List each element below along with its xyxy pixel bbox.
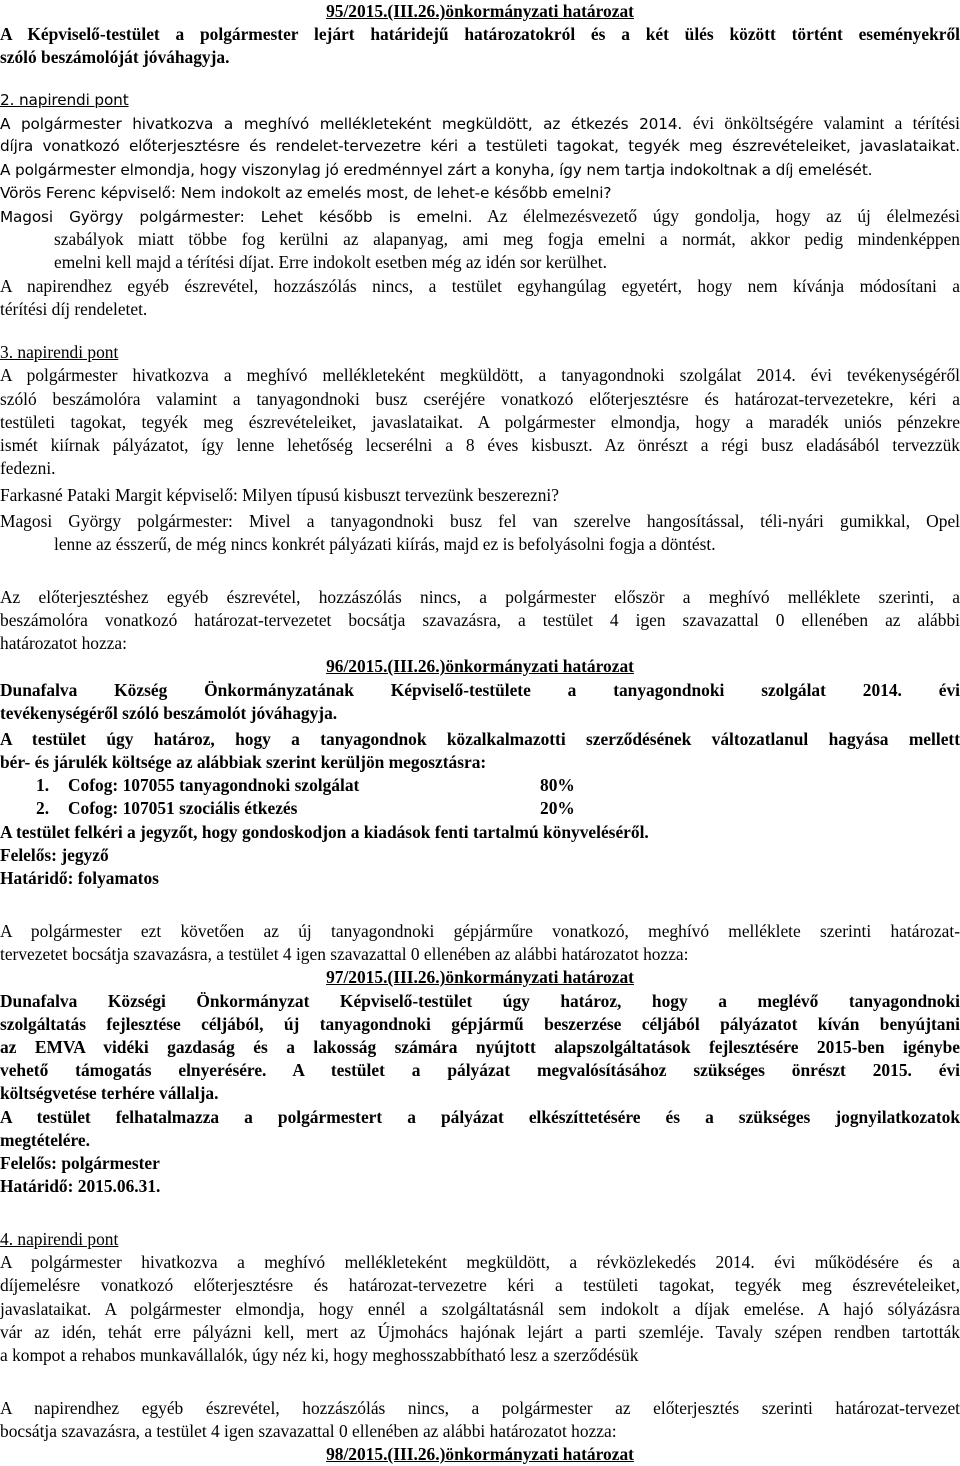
agenda-item-2-text: A polgármester elmondja, hogy viszonylag jó eredménnyel zárt a konyha, így nem tartja indokoltnak a díj emelését. — [0, 161, 873, 179]
agenda-item-4-heading: 4. napirendi pont — [0, 1229, 119, 1249]
agenda-item-2-text-part: Magosi György polgármester: Lehet később is emelni. — [0, 208, 473, 226]
allocation-number: 1. — [36, 775, 50, 795]
resolution-98-title: 98/2015.(III.26.)önkormányzati határozat — [326, 1444, 634, 1464]
vote-text: tervezetet bocsátja szavazásra, a testület 4 igen szavazattal 0 ellenében az alábbi határozatot hozza: — [0, 944, 689, 964]
resolution-97-text: vehető támogatás elnyerésére. A testület a pályázat megvalósításához szükséges önrészt 2015. évi — [0, 1060, 960, 1080]
agenda-item-2-text: A napirendhez egyéb észrevétel, hozzászólás nincs, a testület egyhangúlag egyetért, hogy nem kívánja módosítani a — [0, 276, 960, 296]
resolution-96-title: 96/2015.(III.26.)önkormányzati határozat — [326, 656, 634, 676]
resolution-96-responsible: Felelős: jegyző — [0, 845, 109, 865]
resolution-97-title: 97/2015.(III.26.)önkormányzati határozat — [326, 967, 634, 987]
agenda-item-2-text: emelni kell majd a térítési díjat. Erre indokolt esetben még az idén sor kerülhet. — [54, 252, 607, 272]
agenda-item-3-text: lenne az ésszerű, de még nincs konkrét pályázati kiírás, majd ez is befolyásolni fogja a döntést. — [54, 534, 716, 554]
resolution-97-text: Dunafalva Községi Önkormányzat Képviselő-testület úgy határoz, hogy a meglévő tanyagondnoki — [0, 991, 960, 1011]
agenda-item-4-text: bocsátja szavazásra, a testület 4 igen szavazattal 0 ellenében az alábbi határozatot hozza: — [0, 1421, 617, 1441]
agenda-item-2-text: díjra vonatkozó előterjesztésre és rendelet-tervezetre kéri a testületi tagokat, tegyék meg észrevételeiket, javaslataikat. — [0, 137, 960, 155]
agenda-item-4-text: A polgármester hivatkozva a meghívó mellékleteként megküldött, a révközlekedés 2014. évi működésére és a — [0, 1252, 960, 1272]
agenda-item-4-text: A napirendhez egyéb észrevétel, hozzászólás nincs, a polgármester az előterjesztés szerinti határozat-tervezet — [0, 1398, 960, 1418]
agenda-item-2-text: Vörös Ferenc képviselő: Nem indokolt az emelés most, de lehet-e később emelni? — [0, 184, 612, 202]
resolution-97-responsible: Felelős: polgármester — [0, 1153, 160, 1173]
agenda-item-4-text: a kompot a rehabos munkavállalók, úgy néz ki, hogy meghosszabbítható lesz a szerződésük — [0, 1345, 639, 1365]
agenda-item-3-text: határozatot hozza: — [0, 633, 127, 653]
vote-text: A polgármester ezt követően az új tanyagondnoki gépjárműre vonatkozó, meghívó melléklete szerinti határozat- — [0, 921, 960, 941]
resolution-97-deadline: Határidő: 2015.06.31. — [0, 1176, 161, 1196]
resolution-97-text: az EMVA vidéki gazdaság és a lakosság számára nyújtott alapszolgáltatások fejlesztésére 2015-ben igénybe — [0, 1037, 960, 1057]
resolution-96-text: bér- és járulék költsége az alábbiak szerint kerüljön megosztásra: — [0, 752, 487, 772]
resolution-96-text: tevékenységéről szóló beszámolót jóváhagyja. — [0, 703, 338, 723]
agenda-item-2-text — [0, 112, 960, 136]
resolution-95-text: A Képviselő-testület a polgármester lejárt határidejű határozatokról és a két ülés között történt eseményekről — [0, 24, 960, 44]
resolution-97-text: szolgáltatás fejlesztése céljából, új tanyagondnoki gépjármű beszerzése céljából pályázatot kíván benyújtani — [0, 1014, 960, 1034]
agenda-item-3-text: szóló beszámolóra valamint a tanyagondnoki busz cseréjére vonatkozó előterjesztésre és határozat-tervezetekre, kéri a — [0, 389, 960, 409]
resolution-95-title: 95/2015.(III.26.)önkormányzati határozat — [326, 1, 634, 21]
agenda-item-3-text: Az előterjesztéshez egyéb észrevétel, hozzászólás nincs, a polgármester először a meghívó melléklete szerinti, a — [0, 587, 960, 607]
agenda-item-2-text — [0, 205, 960, 229]
agenda-item-3-text: ismét kiírnak pályázatot, így lenne lehetőség lecserélni a 8 éves kisbuszt. Az önrészt a régi busz eladásából tervezzük — [0, 435, 960, 455]
resolution-95-text: szóló beszámolóját jóváhagyja. — [0, 47, 230, 67]
agenda-item-3-text: testületi tagokat, tegyék meg észrevételeiket, javaslataikat. A polgármester elmondja, hogy a maradék uniós pénzekre — [0, 412, 960, 432]
allocation-number: 2. — [36, 798, 50, 818]
resolution-96-text: Dunafalva Község Önkormányzatának Képviselő-testülete a tanyagondnoki szolgálat 2014. évi — [0, 680, 960, 700]
allocation-label: Cofog: 107055 tanyagondnoki szolgálat — [68, 775, 360, 795]
resolution-96-text: A testület úgy határoz, hogy a tanyagondnok közalkalmazotti szerződésének változatlanul hagyása mellett — [0, 729, 960, 749]
agenda-item-2-text-part: Az élelmezésvezető úgy gondolja, hogy az új élelmezési — [487, 206, 960, 226]
resolution-96-deadline: Határidő: folyamatos — [0, 868, 159, 888]
allocation-percent: 20% — [540, 798, 575, 818]
agenda-item-4-text: vár az idén, tehát erre pályázni kell, mert az Újmohács hajónak lejárt a parti szemléje. Tavaly szépen rendben tartották — [0, 1322, 960, 1342]
agenda-item-2-text: térítési díj rendeletet. — [0, 299, 148, 319]
allocation-label: Cofog: 107051 szociális étkezés — [68, 798, 298, 818]
agenda-item-2-text: szabályok miatt többe fog kerülni az alapanyag, ami meg fogja emelni a normát, akkor pedig mindenképpen — [54, 229, 960, 249]
agenda-item-2-heading: 2. napirendi pont — [0, 91, 129, 109]
agenda-item-3-text: Farkasné Pataki Margit képviselő: Milyen típusú kisbuszt tervezünk beszerezni? — [0, 485, 559, 505]
agenda-item-3-text: beszámolóra vonatkozó határozat-tervezetet bocsátja szavazásra, a testület 4 igen szavazattal 0 ellenében az alábbi — [0, 610, 960, 630]
agenda-item-2-text-part: évi önköltségére valamint a térítési — [692, 113, 960, 133]
agenda-item-4-text: javaslataikat. A polgármester elmondja, hogy ennél a szolgáltatásnál sem indokolt a díjak emelése. A hajó sólyázásra — [0, 1299, 960, 1319]
agenda-item-4-text: díjemelésre vonatkozó előterjesztésre és határozat-tervezetre kéri a testületi tagokat, tegyék meg észrevételeiket, — [0, 1275, 960, 1295]
resolution-97-text: megtételére. — [0, 1130, 90, 1150]
agenda-item-3-text: fedezni. — [0, 458, 56, 478]
allocation-percent: 80% — [540, 775, 575, 795]
resolution-97-text: költségvetése terhére vállalja. — [0, 1083, 219, 1103]
resolution-97-text: A testület felhatalmazza a polgármestert a pályázat elkészíttetésére és a szükséges jognyilatkozatok — [0, 1107, 960, 1127]
resolution-96-text: A testület felkéri a jegyzőt, hogy gondoskodjon a kiadások fenti tartalmú könyveléséről. — [0, 822, 649, 842]
agenda-item-3-text: Magosi György polgármester: Mivel a tanyagondnoki busz fel van szerelve hangosítással, téli-nyári gumikkal, Opel — [0, 511, 960, 531]
agenda-item-2-text-part: A polgármester hivatkozva a meghívó mellékleteként megküldött, az étkezés 2014. — [0, 115, 683, 133]
agenda-item-3-heading: 3. napirendi pont — [0, 342, 119, 362]
agenda-item-3-text: A polgármester hivatkozva a meghívó mellékleteként megküldött, a tanyagondnoki szolgálat 2014. évi tevékenységéről — [0, 365, 960, 385]
